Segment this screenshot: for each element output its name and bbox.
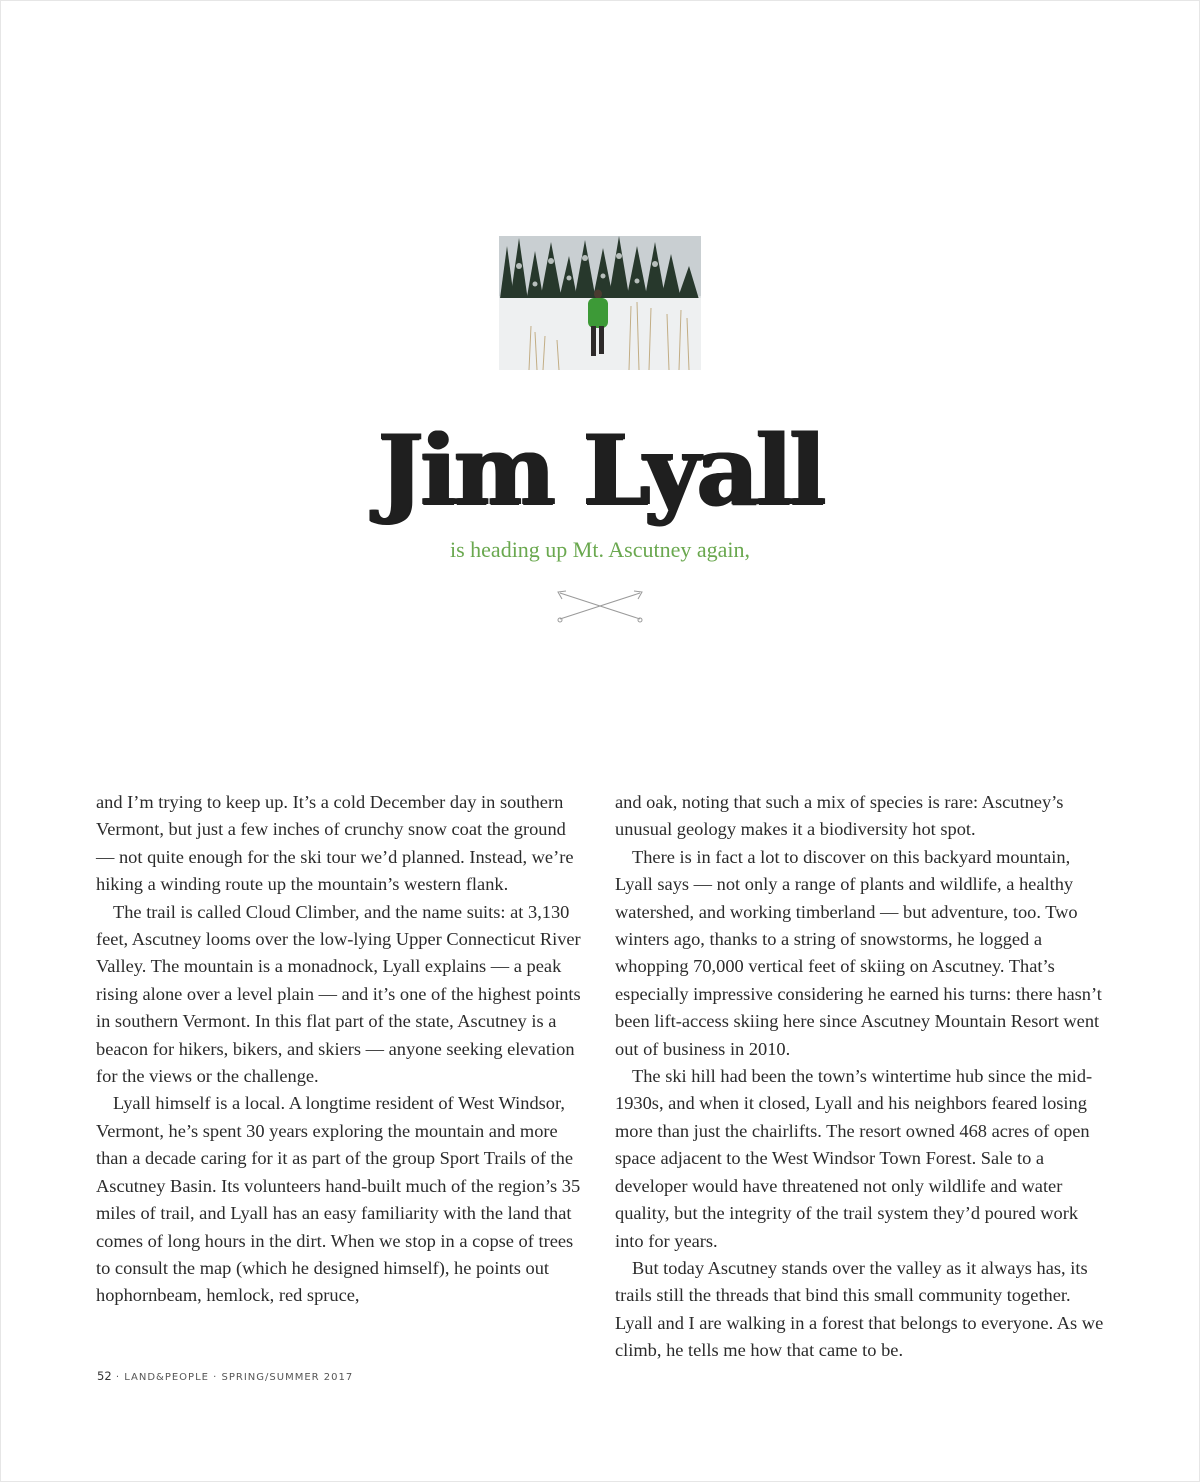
- page-number: 52: [97, 1369, 112, 1383]
- paragraph: But today Ascutney stands over the valley as it always has, its trails still the threads that bind this small community together. Lyall and I are walking in a forest that belongs to everyone. As we climb, he tells me how that came to be.: [615, 1257, 1104, 1361]
- article-title: Jim Lyall: [377, 414, 823, 527]
- paragraph: The trail is called Cloud Climber, and the name suits: at 3,130 feet, Ascutney looms over the low-lying Upper Connecticut River Valley. The mountain is a monadnock, Lyall explains — a peak rising alone over a level plain — and it’s one of the highest points in southern Vermont. In this flat part of the state, Ascutney is a beacon for hikers, bikers, and skiers — anyone seeking elevation for the views or the challenge.: [96, 901, 581, 1087]
- paragraph: Lyall himself is a local. A longtime resident of West Windsor, Vermont, he’s spent 30 years exploring the mountain and more than a decade caring for it as part of the group Sport Trails of the Ascutney Basin. Its volunteers hand-built much of the region’s 35 miles of trail, and Lyall has an easy familiarity with the land that comes of long hours in the dirt. When we stop in a copse of trees to consult the map (which he designed himself), he points out hophornbeam, hemlock, red spruce,: [96, 1093, 581, 1306]
- paragraph: The ski hill had been the town’s wintertime hub since the mid-1930s, and when it closed, Lyall and his neighbors feared losing more than just the chairlifts. The resort owned 468 acres of open space adjacent to the West Windsor Town Forest. Sale to a developer would have threatened not only wildlife and water quality, but the integrity of the trail system they’d poured work into for years.: [615, 1066, 1093, 1251]
- footer-separator: ·: [115, 1372, 121, 1383]
- issue-label: SPRING/SUMMER 2017: [221, 1372, 354, 1383]
- page-footer: [97, 1369, 353, 1383]
- publication-name: LAND&PEOPLE: [124, 1372, 209, 1383]
- paragraph: There is in fact a lot to discover on this backyard mountain, Lyall says — not only a range of plants and wildlife, a healthy watershed, and working timberland — but adventure, too. Two winters ago, thanks to a string of snowstorms, he logged a whopping 70,000 vertical feet of skiing on Ascutney. That’s especially impressive considering he earned his turns: there hasn’t been lift-access skiing here since Ascutney Mountain Resort went out of business in 2010.: [615, 846, 1102, 1059]
- crossed-arrows-ornament-icon: [554, 589, 646, 625]
- paragraph: and oak, noting that such a mix of species is rare: Ascutney’s unusual geology makes it a biodiversity hot spot.: [615, 792, 1064, 840]
- hero-photo-hiker-in-snow: [499, 236, 701, 370]
- paragraph: and I’m trying to keep up. It’s a cold December day in southern Vermont, but just a few inches of crunchy snow coat the ground — not quite enough for the ski tour we’d planned. Instead, we’re hiking a winding route up the mountain’s western flank.: [96, 792, 574, 895]
- footer-separator: ·: [213, 1372, 218, 1383]
- body-column-right: [615, 789, 1107, 1365]
- body-column-left: [96, 789, 588, 1310]
- article-subtitle: is heading up Mt. Ascutney again,: [449, 537, 750, 562]
